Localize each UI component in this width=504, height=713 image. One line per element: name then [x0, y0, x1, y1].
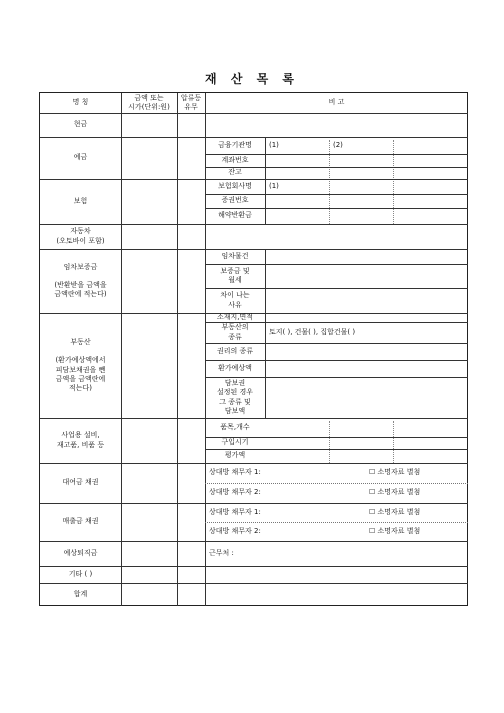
retirement-workplace: 근무처 :: [209, 548, 234, 557]
row-car: 자동차 (오토바이 포함): [56, 227, 105, 245]
row-cash: 현금: [73, 120, 88, 129]
header-name: 명 칭: [72, 98, 89, 107]
row-equipment: 사업용 설비, 재고품, 비품 등: [56, 431, 105, 449]
row-realestate: 부동산 (환가예상액에서 피담보채권을 뺀 금액을 금액란에 적는다): [55, 338, 106, 392]
label-right-type: 권리의 종류: [216, 346, 254, 355]
label-account: 계좌번호: [221, 155, 249, 164]
label-insurer: 보험회사명: [218, 181, 252, 190]
value-insurer-1: (1): [269, 181, 279, 190]
label-qty: 품목,개수: [220, 422, 250, 431]
label-expected-value: 환가예상액: [218, 363, 252, 372]
label-collateral: 담보권 설정된 경우 그 종류 및 담보액: [216, 379, 254, 415]
asset-table: [39, 92, 468, 606]
value-bank-2: (2): [333, 140, 343, 149]
loan-debtor-1: 상대방 채무자 1:: [209, 468, 261, 477]
loan-attached-1[interactable]: ☐ 소명자료 별첨: [369, 468, 421, 477]
value-re-options: 토지( ), 건물( ), 집합건물( ): [269, 327, 356, 336]
value-bank-1: (1): [269, 140, 279, 149]
label-bank: 금융기관명: [218, 140, 252, 149]
label-refund: 해약반환금: [218, 211, 252, 220]
row-deposit: 예금: [73, 153, 88, 162]
row-insurance: 보험: [73, 196, 88, 205]
row-other: 기타 ( ): [68, 569, 93, 578]
label-diff-reason: 차이 나는 사유: [220, 291, 250, 309]
label-deposit-rent: 보증금 및 월세: [220, 266, 250, 284]
label-lease-property: 임차물건: [221, 251, 249, 260]
label-re-type: 부동산의 종류: [221, 323, 249, 341]
row-total: 합계: [73, 589, 88, 598]
loan-attached-2[interactable]: ☐ 소명자료 별첨: [369, 488, 421, 497]
label-balance: 잔고: [228, 168, 242, 177]
label-policy: 증권번호: [221, 196, 249, 205]
header-remarks: 비 고: [328, 98, 345, 107]
page-title: 재 산 목 록: [205, 72, 299, 86]
header-amount: 금액 또는 시가(단위:원): [128, 93, 170, 111]
header-seized: 압류등 유무: [180, 93, 202, 111]
row-retirement: 예상퇴직금: [63, 548, 98, 557]
sales-debtor-2: 상대방 채무자 2:: [209, 526, 261, 535]
row-lease: 임차보증금 (반환받을 금액을 금액란에 적는다): [54, 262, 107, 299]
row-sales: 매출금 채권: [62, 517, 99, 526]
row-loan: 대여금 채권: [62, 478, 99, 487]
sales-attached-2[interactable]: ☐ 소명자료 별첨: [369, 526, 421, 535]
label-location: 소재지,면적: [216, 312, 254, 321]
label-appraisal: 평가액: [224, 451, 246, 460]
loan-debtor-2: 상대방 채무자 2:: [209, 488, 261, 497]
label-purchase: 구입시기: [221, 438, 249, 447]
sales-attached-1[interactable]: ☐ 소명자료 별첨: [369, 507, 421, 516]
sales-debtor-1: 상대방 채무자 1:: [209, 507, 261, 516]
